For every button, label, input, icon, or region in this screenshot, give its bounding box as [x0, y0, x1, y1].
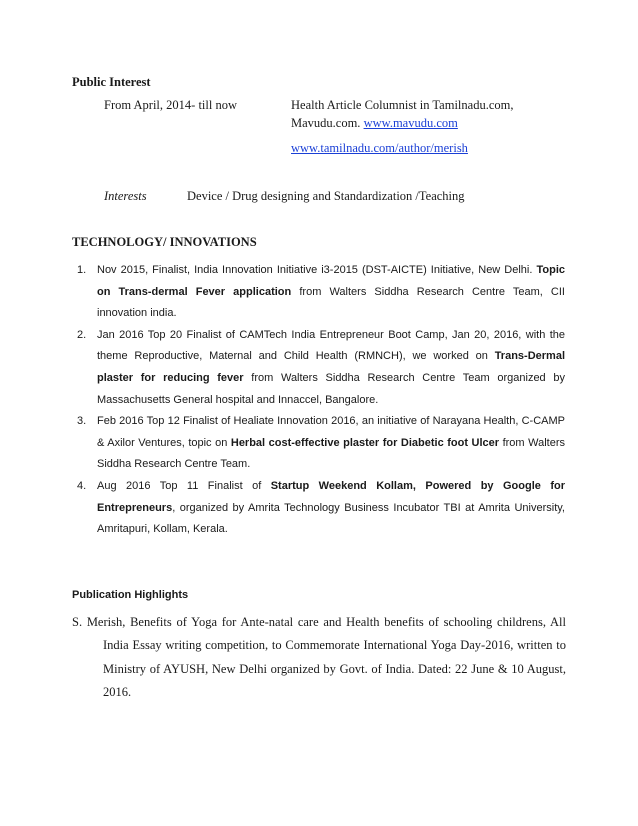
item-text-end: from Walters Siddha Research Centre Team, CII innovation india.: [97, 285, 565, 320]
tamilnadu-link-row: [291, 141, 468, 156]
item-text-end: , organized by Amrita Technology Business Incubator TBI at Amrita University, Amritapuri, Kollam, Kerala.: [97, 501, 565, 536]
item-text: Aug 2016 Top 11 Finalist of: [97, 479, 271, 492]
item-text: Feb 2016 Top 12 Finalist of Healiate Innovation 2016, an initiative of Narayana Health, C-CAMP & Axilor Ventures, topic on: [97, 415, 565, 449]
interests-label: Interests: [104, 189, 147, 203]
list-item: [77, 260, 565, 325]
publication-heading: Publication Highlights: [72, 589, 189, 601]
list-item: [77, 411, 565, 476]
public-interest-role: Health Article Columnist in Tamilnadu.com,: [291, 98, 514, 112]
list-item-number: 1.: [77, 264, 87, 276]
item-text: Nov 2015, Finalist, India Innovation Initiative i3-2015 (DST-AICTE) Initiative, New Delhi.: [97, 264, 537, 276]
interests-value: Device / Drug designing and Standardization /Teaching: [187, 189, 465, 203]
item-text: Jan 2016 Top 20 Finalist of CAMTech India Entrepreneur Boot Camp, Jan 20, 2016, with the theme Reproductive, Maternal and Child Health (RMNCH), we worked on: [97, 328, 565, 363]
item-text-end: from Walters Siddha Research Centre Team organized by Massachusetts General hospital and Innaccel, Bangalore.: [97, 371, 565, 406]
list-item-number: 4.: [77, 479, 87, 492]
tamilnadu-author-link[interactable]: www.tamilnadu.com/author/merish: [291, 141, 468, 155]
item-bold-text: Topic on Trans-dermal Fever application: [97, 264, 565, 298]
technology-heading: TECHNOLOGY/ INNOVATIONS: [72, 235, 257, 249]
publication-text: S. Merish, Benefits of Yoga for Ante-natal care and Health benefits of schooling childrens, All India Essay writing competition, to Commemorate International Yoga Day-2016, written to Ministry of AYUSH, New Delhi organized by Govt. of India. Dated: 22 June & 10 August, 2016.: [72, 615, 566, 700]
public-interest-period: From April, 2014- till now: [104, 98, 237, 112]
item-bold-text: Herbal cost-effective plaster for Diabetic foot Ulcer: [230, 436, 500, 449]
item-text-end: from Walters Siddha Research Centre Team.: [97, 436, 565, 471]
list-item-number: 2.: [77, 328, 87, 341]
item-bold-text: Startup Weekend Kollam, Powered by Google for Entrepreneurs: [97, 479, 565, 514]
item-bold-text: Trans-Dermal plaster for reducing fever: [97, 350, 565, 384]
public-interest-heading: Public Interest: [72, 75, 151, 89]
list-item: [77, 325, 565, 411]
role-line2-prefix: Mavudu.com.: [291, 116, 364, 130]
mavudu-link[interactable]: www.mavudu.com: [363, 116, 458, 130]
list-item: [77, 476, 565, 541]
innovation-list: [77, 260, 565, 541]
list-item-number: 3.: [77, 415, 87, 428]
public-interest-role-line2: [291, 116, 458, 131]
